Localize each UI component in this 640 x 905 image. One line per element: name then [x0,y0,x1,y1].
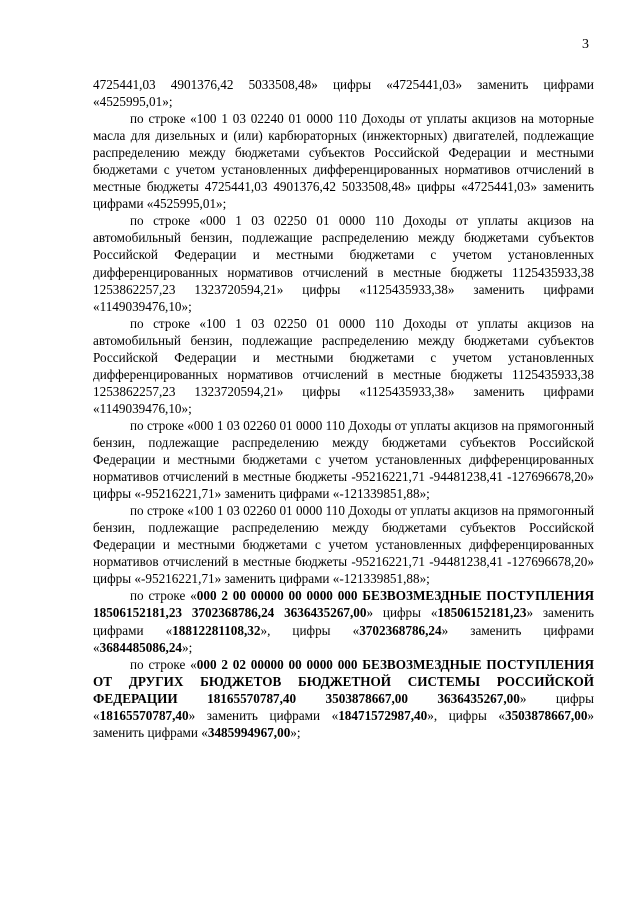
bold-text: 18471572987,40 [338,707,428,723]
text-segment: » заменить цифрами « [93,622,594,655]
text-segment: » заменить цифрами « [188,707,339,723]
bold-text: 3684485086,24 [99,639,183,655]
text-segment: по строке «100 1 03 02260 01 0000 110 Доходы от уплаты акцизов на прямогонный бензин, подлежащие распределению между бюджетами субъектов Российской Федерации и местными бюджетами с учетом установленных дифференцированных нормативов отчислений в местные бюджеты -95216221,71 -94481238,41 -127696678,20» цифры «-95216221,71» заменить цифрами «-121339851,88»; [93,503,594,587]
page-number: 3 [582,37,589,52]
paragraph [93,656,594,741]
bold-text: 000 2 00 00000 00 0000 000 БЕЗВОЗМЕЗДНЫЕ ПОСТУПЛЕНИЯ 18506152181,23 3702368786,24 3636435267,00 [93,588,594,621]
text-segment: »; [182,639,193,655]
bold-text: 18812281108,32 [172,622,261,638]
text-segment: » заменить цифрами « [93,707,594,740]
paragraph [93,110,594,212]
text-segment: », цифры « [427,707,505,723]
text-segment: по строке «000 1 03 02250 01 0000 110 Доходы от уплаты акцизов на автомобильный бензин, подлежащие распределению между бюджетами субъектов Российской Федерации и местными бюджетами с учетом установленных дифференцированных нормативов отчислений в местные бюджеты 1125435933,38 1253862257,23 1323720594,21» цифры «1125435933,38» заменить цифрами «1149039476,10»; [93,213,594,314]
text-segment: », цифры « [260,622,360,638]
text-segment: по строке « [130,588,197,604]
text-segment: » цифры « [366,605,438,621]
paragraph [93,417,594,502]
text-segment: по строке «100 1 03 02240 01 0000 110 Доходы от уплаты акцизов на моторные масла для дизельных и (или) карбюраторных (инжекторных) двигателей, подлежащие распределению между бюджетами субъектов Российской Федерации и местными бюджетами с учетом установленных дифференцированных нормативов отчислений в местные бюджеты 4725441,03 4901376,42 5033508,48» цифры «4725441,03» заменить цифрами «4525995,01»; [93,111,594,212]
document-body [93,76,594,741]
bold-text: 18165570787,40 [99,707,189,723]
text-segment: по строке «000 1 03 02260 01 0000 110 Доходы от уплаты акцизов на прямогонный бензин, подлежащие распределению между бюджетами субъектов Российской Федерации и местными бюджетами с учетом установленных дифференцированных нормативов отчислений в местные бюджеты -95216221,71 -94481238,41 -127696678,20» цифры «-95216221,71» заменить цифрами «-121339851,88»; [93,417,594,502]
text-segment: » заменить цифрами « [93,605,594,638]
bold-text: 3702368786,24 [359,622,442,638]
text-segment: 4725441,03 4901376,42 5033508,48» цифры «4725441,03» заменить цифрами «4525995,01»; [93,77,594,110]
text-segment: по строке «100 1 03 02250 01 0000 110 Доходы от уплаты акцизов на автомобильный бензин, подлежащие распределению между бюджетами субъектов Российской Федерации и местными бюджетами с учетом установленных дифференцированных нормативов отчислений в местные бюджеты 1125435933,38 1253862257,23 1323720594,21» цифры «1125435933,38» заменить цифрами «1149039476,10»; [93,315,594,416]
text-segment: » цифры « [93,690,594,723]
paragraph [93,212,594,314]
bold-text: 3485994967,00 [207,724,291,740]
paragraph [93,502,594,587]
text-segment: »; [290,724,301,740]
paragraph [93,587,594,655]
text-segment: по строке « [130,656,197,672]
paragraph [93,76,594,110]
bold-text: 18506152181,23 [437,605,527,621]
bold-text: 000 2 02 00000 00 0000 000 БЕЗВОЗМЕЗДНЫЕ ПОСТУПЛЕНИЯ ОТ ДРУГИХ БЮДЖЕТОВ БЮДЖЕТНОЙ СИСТЕМЫ РОССИЙСКОЙ ФЕДЕРАЦИИ 18165570787,40 3503878667,00 3636435267,00 [93,656,594,706]
bold-text: 3503878667,00 [504,707,588,723]
paragraph [93,315,594,417]
